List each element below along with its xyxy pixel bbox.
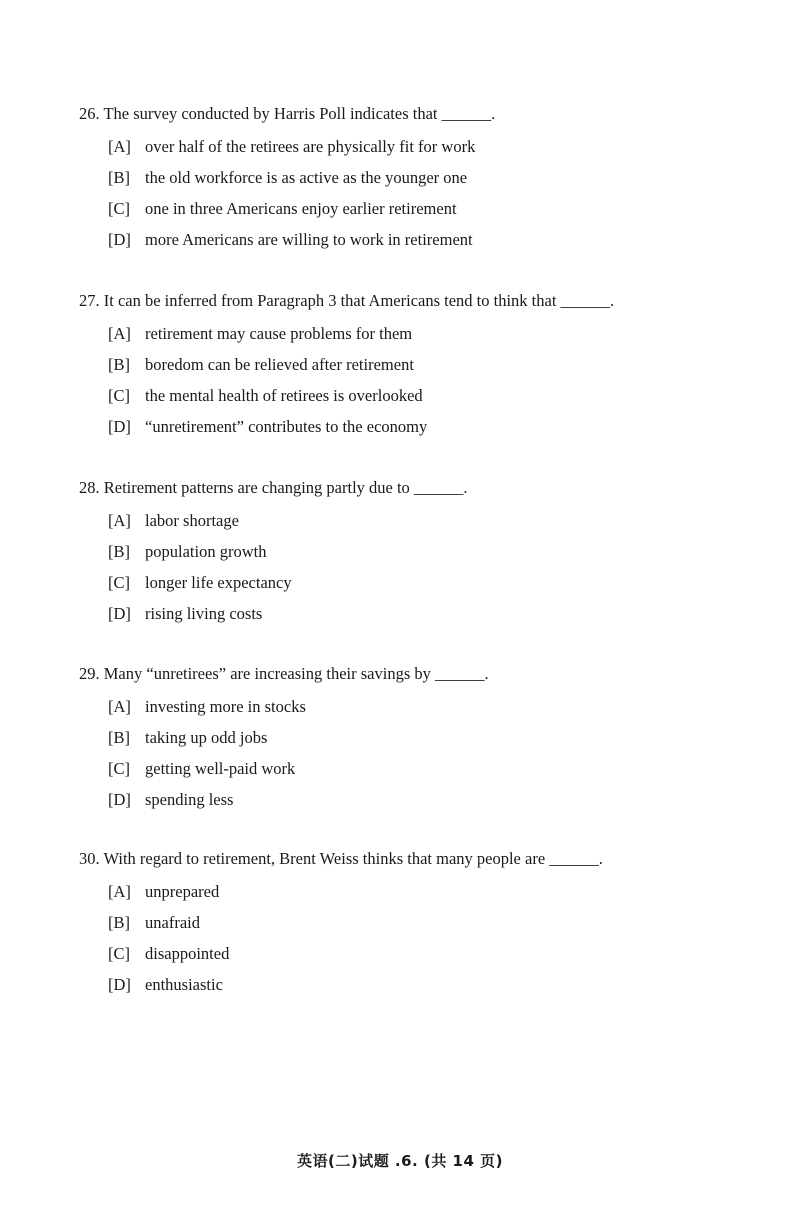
question-27 bbox=[79, 287, 719, 442]
option-text: rising living costs bbox=[145, 604, 263, 623]
question-30 bbox=[79, 845, 719, 1000]
option-text: retirement may cause problems for them bbox=[145, 324, 413, 343]
option-letter: [C] bbox=[108, 759, 130, 778]
option-text: population growth bbox=[145, 542, 267, 561]
option-a bbox=[108, 691, 719, 722]
option-text: more Americans are willing to work in retirement bbox=[145, 230, 473, 249]
options-list bbox=[108, 318, 719, 442]
question-stem: 26. The survey conducted by Harris Poll indicates that ______. bbox=[79, 104, 496, 123]
option-letter: [D] bbox=[108, 417, 131, 436]
option-c bbox=[108, 380, 719, 411]
option-text: unprepared bbox=[145, 882, 220, 901]
question-stem: 28. Retirement patterns are changing partly due to ______. bbox=[79, 478, 468, 497]
option-letter: [A] bbox=[108, 697, 131, 716]
question-28 bbox=[79, 474, 719, 629]
option-text: getting well-paid work bbox=[145, 759, 296, 778]
option-text: one in three Americans enjoy earlier retirement bbox=[145, 199, 457, 218]
option-b bbox=[108, 162, 719, 193]
option-letter: [A] bbox=[108, 137, 131, 156]
option-text: “unretirement” contributes to the economy bbox=[145, 417, 428, 436]
options-list bbox=[108, 691, 719, 815]
option-c bbox=[108, 753, 719, 784]
option-c bbox=[108, 193, 719, 224]
option-b bbox=[108, 907, 719, 938]
options-list bbox=[108, 876, 719, 1000]
option-text: labor shortage bbox=[145, 511, 239, 530]
option-c bbox=[108, 567, 719, 598]
option-d bbox=[108, 598, 719, 629]
option-text: taking up odd jobs bbox=[145, 728, 268, 747]
option-letter: [B] bbox=[108, 355, 130, 374]
question-29 bbox=[79, 660, 719, 815]
option-d bbox=[108, 784, 719, 815]
option-letter: [C] bbox=[108, 573, 130, 592]
question-26 bbox=[79, 100, 719, 255]
question-stem: 27. It can be inferred from Paragraph 3 that Americans tend to think that ______. bbox=[79, 291, 615, 310]
option-d bbox=[108, 411, 719, 442]
option-text: the mental health of retirees is overlooked bbox=[145, 386, 423, 405]
page-footer: 英语(二)试题 .6. (共 14 页) bbox=[296, 1152, 504, 1170]
option-text: enthusiastic bbox=[145, 975, 223, 994]
options-list bbox=[108, 131, 719, 255]
option-letter: [D] bbox=[108, 604, 131, 623]
option-letter: [A] bbox=[108, 511, 131, 530]
option-letter: [B] bbox=[108, 542, 130, 561]
option-text: unafraid bbox=[145, 913, 200, 932]
option-d bbox=[108, 224, 719, 255]
option-letter: [D] bbox=[108, 230, 131, 249]
option-letter: [D] bbox=[108, 975, 131, 994]
option-letter: [C] bbox=[108, 199, 130, 218]
option-d bbox=[108, 969, 719, 1000]
option-letter: [C] bbox=[108, 944, 130, 963]
option-a bbox=[108, 318, 719, 349]
option-letter: [B] bbox=[108, 728, 130, 747]
option-a bbox=[108, 876, 719, 907]
option-text: investing more in stocks bbox=[145, 697, 306, 716]
option-a bbox=[108, 505, 719, 536]
option-b bbox=[108, 536, 719, 567]
option-text: the old workforce is as active as the younger one bbox=[145, 168, 468, 187]
option-letter: [B] bbox=[108, 913, 130, 932]
option-b bbox=[108, 349, 719, 380]
option-text: boredom can be relieved after retirement bbox=[145, 355, 414, 374]
option-a bbox=[108, 131, 719, 162]
question-stem: 29. Many “unretirees” are increasing their savings by ______. bbox=[79, 664, 489, 683]
option-letter: [A] bbox=[108, 324, 131, 343]
option-text: longer life expectancy bbox=[145, 573, 292, 592]
option-c bbox=[108, 938, 719, 969]
question-stem: 30. With regard to retirement, Brent Weiss thinks that many people are ______. bbox=[79, 849, 603, 868]
options-list bbox=[108, 505, 719, 629]
option-letter: [B] bbox=[108, 168, 130, 187]
option-letter: [C] bbox=[108, 386, 130, 405]
option-text: spending less bbox=[145, 790, 234, 809]
option-b bbox=[108, 722, 719, 753]
option-letter: [A] bbox=[108, 882, 131, 901]
option-text: over half of the retirees are physically fit for work bbox=[145, 137, 476, 156]
option-text: disappointed bbox=[145, 944, 230, 963]
option-letter: [D] bbox=[108, 790, 131, 809]
